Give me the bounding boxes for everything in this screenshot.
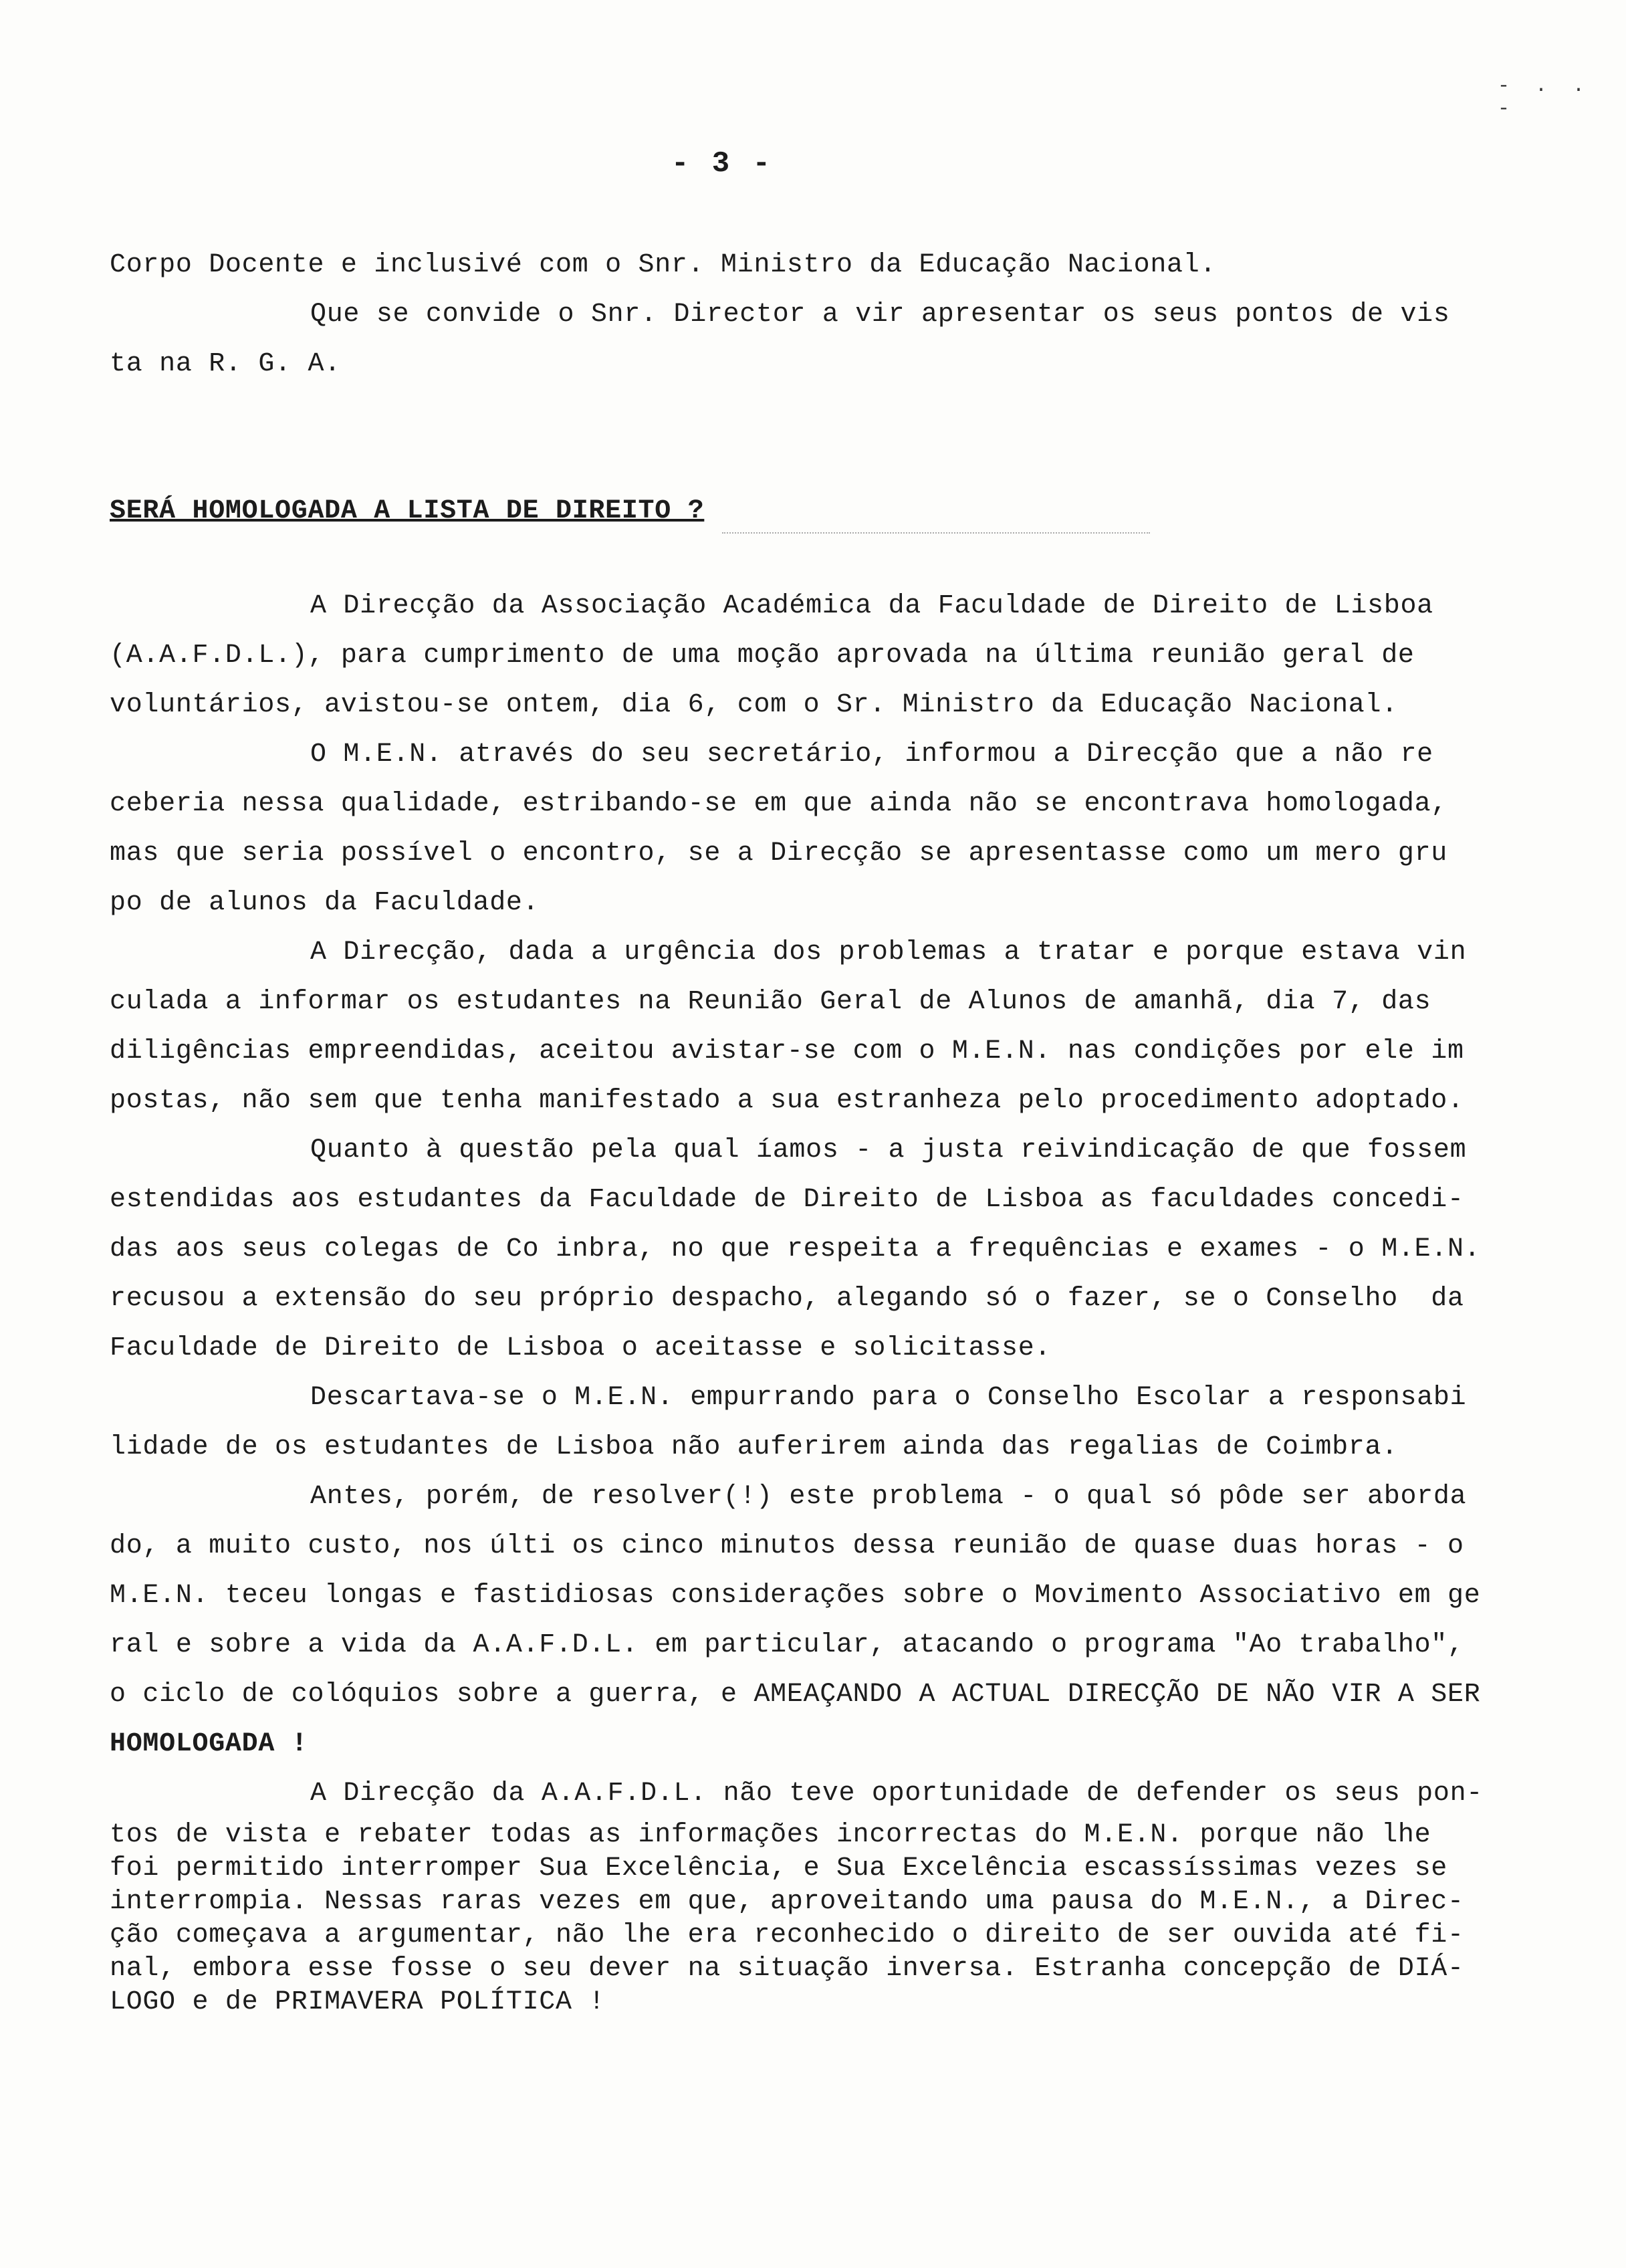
body-line: tos de vista e rebater todas as informações incorrectas do M.E.N. porque não lhe	[110, 1820, 1431, 1850]
body-line: HOMOLOGADA !	[110, 1729, 308, 1759]
body-line: o ciclo de colóquios sobre a guerra, e AMEAÇANDO A ACTUAL DIRECÇÃO DE NÃO VIR A SER	[110, 1680, 1481, 1710]
body-line: das aos seus colegas de Co inbra, no que respeita a frequências e exames - o M.E.N.	[110, 1234, 1481, 1264]
body-line: mas que seria possível o encontro, se a Direcção se apresentasse como um mero gru	[110, 838, 1448, 869]
body-line: postas, não sem que tenha manifestado a sua estranheza pelo procedimento adoptado.	[110, 1086, 1464, 1116]
intro-line: Que se convide o Snr. Director a vir apresentar os seus pontos de vis	[310, 300, 1450, 330]
section-body	[110, 582, 1500, 1819]
body-line: Antes, porém, de resolver(!) este problema - o qual só pôde ser aborda	[310, 1482, 1467, 1512]
body-line: ceberia nessa qualidade, estribando-se em que ainda não se encontrava homologada,	[110, 789, 1448, 819]
body-line: nal, embora esse fosse o seu dever na situação inversa. Estranha concepção de DIÁ-	[110, 1954, 1464, 1984]
body-line: foi permitido interromper Sua Excelência, e Sua Excelência escassíssimas vezes se	[110, 1853, 1448, 1884]
intro-line: Corpo Docente e inclusivé com o Snr. Ministro da Educação Nacional.	[110, 250, 1217, 280]
body-line: A Direcção da Associação Académica da Faculdade de Direito de Lisboa	[310, 591, 1433, 621]
body-line: culada a informar os estudantes na Reunião Geral de Alunos de amanhã, dia 7, das	[110, 987, 1431, 1017]
body-line: recusou a extensão do seu próprio despacho, alegando só o fazer, se o Conselho da	[110, 1284, 1464, 1314]
page-number: - 3 -	[671, 147, 774, 181]
body-line: (A.A.F.D.L.), para cumprimento de uma moção aprovada na última reunião geral de	[110, 641, 1415, 671]
body-line: ção começava a argumentar, não lhe era reconhecido o direito de ser ouvida até fi-	[110, 1920, 1464, 1950]
body-line: lidade de os estudantes de Lisboa não auferirem ainda das regalias de Coimbra.	[110, 1432, 1398, 1462]
body-line: estendidas aos estudantes da Faculdade de Direito de Lisboa as faculdades concedi-	[110, 1185, 1464, 1215]
section-heading: SERÁ HOMOLOGADA A LISTA DE DIREITO ?	[110, 496, 705, 526]
body-line: Quanto à questão pela qual íamos - a justa reivindicação de que fossem	[310, 1135, 1467, 1165]
body-line: LOGO e de PRIMAVERA POLÍTICA !	[110, 1987, 606, 2017]
intro-paragraph	[110, 241, 1500, 389]
body-line: M.E.N. teceu longas e fastidiosas considerações sobre o Movimento Associativo em ge	[110, 1581, 1481, 1611]
section-body-tight	[110, 1819, 1500, 2019]
body-line: do, a muito custo, nos últi os cinco minutos dessa reunião de quase duas horas - o	[110, 1531, 1464, 1561]
body-line: voluntários, avistou-se ontem, dia 6, com o Sr. Ministro da Educação Nacional.	[110, 690, 1398, 720]
body-line: interrompia. Nessas raras vezes em que, aproveitando uma pausa do M.E.N., a Direc-	[110, 1887, 1464, 1917]
body-line: O M.E.N. através do seu secretário, informou a Direcção que a não re	[310, 740, 1433, 770]
margin-marks: - . . -	[1498, 75, 1592, 120]
body-line: A Direcção, dada a urgência dos problemas a tratar e porque estava vin	[310, 937, 1467, 968]
body-line: diligências empreendidas, aceitou avistar-se com o M.E.N. nas condições por ele im	[110, 1036, 1464, 1066]
body-line: A Direcção da A.A.F.D.L. não teve oportunidade de defender os seus pon-	[310, 1779, 1483, 1809]
heading-dotted-rule	[722, 532, 1150, 534]
intro-line: ta na R. G. A.	[110, 349, 341, 379]
body-line: Descartava-se o M.E.N. empurrando para o Conselho Escolar a responsabi	[310, 1383, 1467, 1413]
body-line: ral e sobre a vida da A.A.F.D.L. em particular, atacando o programa "Ao trabalho",	[110, 1630, 1464, 1660]
body-line: Faculdade de Direito de Lisboa o aceitasse e solicitasse.	[110, 1333, 1052, 1363]
body-line: po de alunos da Faculdade.	[110, 888, 540, 918]
